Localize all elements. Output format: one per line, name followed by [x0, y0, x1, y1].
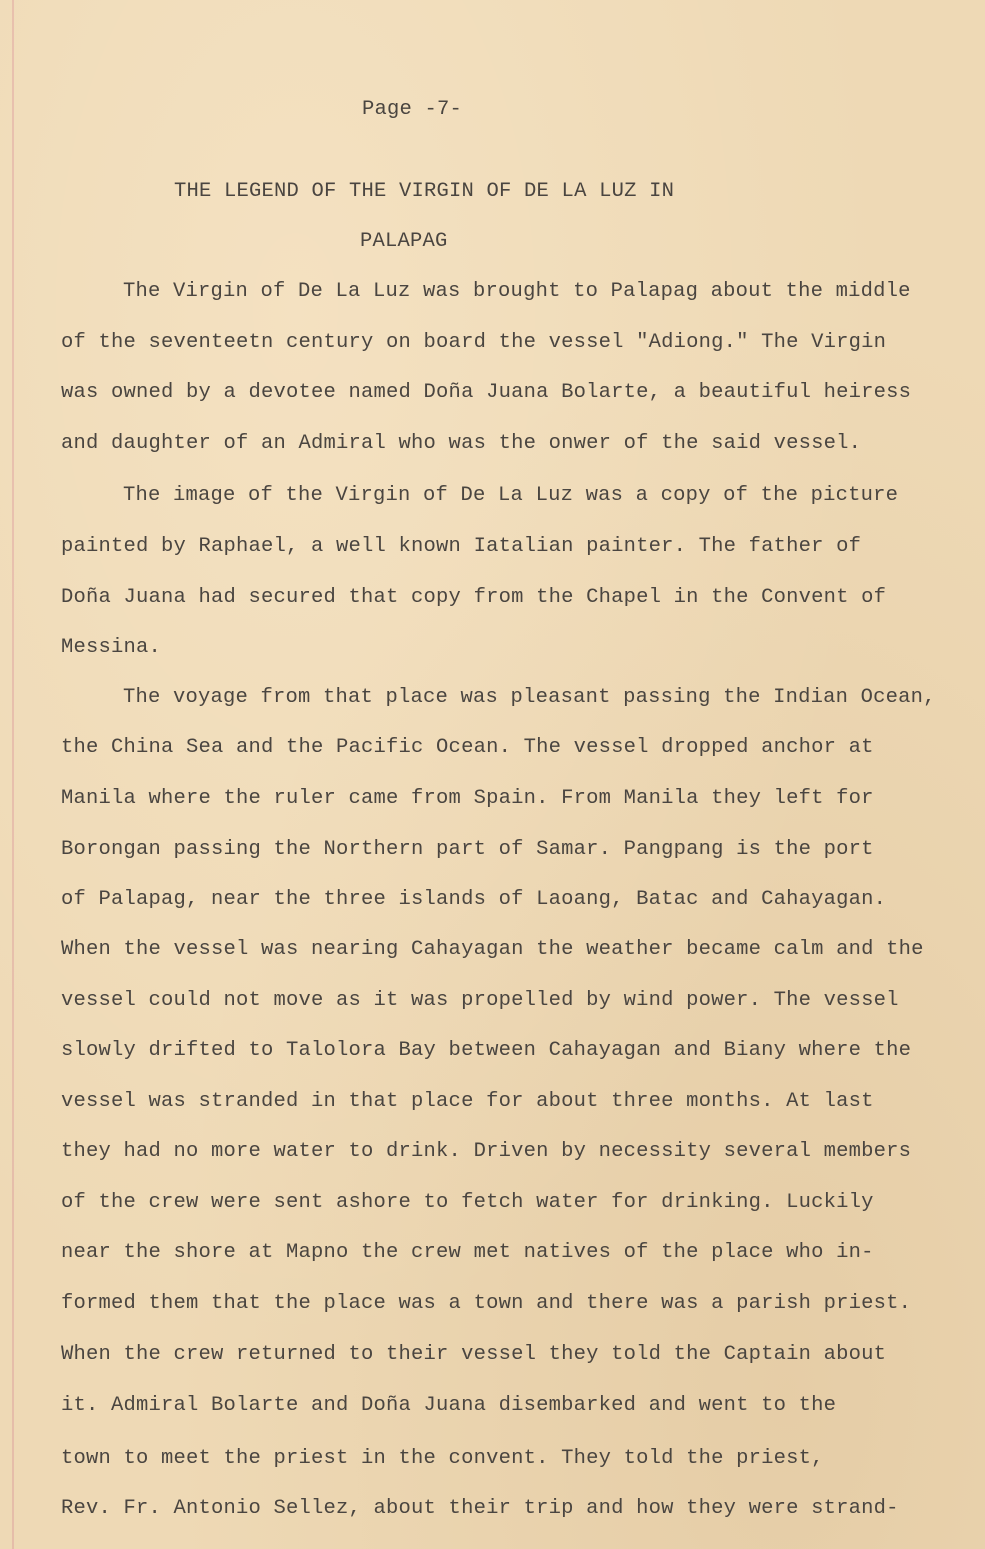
- text-line: of the seventeetn century on board the vessel "Adiong." The Virgin: [61, 331, 887, 354]
- text-line: Borongan passing the Northern part of Samar. Pangpang is the port: [61, 838, 874, 861]
- text-line: the China Sea and the Pacific Ocean. The vessel dropped anchor at: [61, 736, 874, 759]
- text-line: painted by Raphael, a well known Iatalian painter. The father of: [61, 535, 862, 558]
- page-number: Page -7-: [362, 98, 463, 121]
- text-line: When the vessel was nearing Cahayagan the weather became calm and the: [61, 938, 924, 961]
- text-line: Doña Juana had secured that copy from the Chapel in the Convent of: [61, 586, 887, 609]
- text-line: it. Admiral Bolarte and Doña Juana disembarked and went to the: [61, 1394, 837, 1417]
- text-line: of Palapag, near the three islands of Laoang, Batac and Cahayagan.: [61, 888, 887, 911]
- text-line: The image of the Virgin of De La Luz was a copy of the picture: [123, 484, 899, 507]
- text-line: When the crew returned to their vessel they told the Captain about: [61, 1343, 887, 1366]
- text-line: The voyage from that place was pleasant passing the Indian Ocean,: [123, 686, 936, 709]
- text-line: Messina.: [61, 636, 162, 659]
- text-line: formed them that the place was a town and there was a parish priest.: [61, 1292, 912, 1315]
- text-line: they had no more water to drink. Driven by necessity several members: [61, 1140, 912, 1163]
- text-line: vessel was stranded in that place for about three months. At last: [61, 1090, 874, 1113]
- text-line: slowly drifted to Talolora Bay between Cahayagan and Biany where the: [61, 1039, 912, 1062]
- text-line: was owned by a devotee named Doña Juana Bolarte, a beautiful heiress: [61, 381, 912, 404]
- title-line-2: PALAPAG: [360, 230, 448, 253]
- text-line: and daughter of an Admiral who was the onwer of the said vessel.: [61, 432, 862, 455]
- text-line: town to meet the priest in the convent. They told the priest,: [61, 1447, 824, 1470]
- text-line: Manila where the ruler came from Spain. From Manila they left for: [61, 787, 874, 810]
- text-line: Rev. Fr. Antonio Sellez, about their trip and how they were strand-: [61, 1497, 899, 1520]
- text-line: near the shore at Mapno the crew met natives of the place who in-: [61, 1241, 874, 1264]
- margin-rule: [12, 0, 14, 1549]
- title-line-1: THE LEGEND OF THE VIRGIN OF DE LA LUZ IN: [174, 180, 675, 203]
- text-line: of the crew were sent ashore to fetch water for drinking. Luckily: [61, 1191, 874, 1214]
- text-line: The Virgin of De La Luz was brought to Palapag about the middle: [123, 280, 911, 303]
- text-line: vessel could not move as it was propelled by wind power. The vessel: [61, 989, 899, 1012]
